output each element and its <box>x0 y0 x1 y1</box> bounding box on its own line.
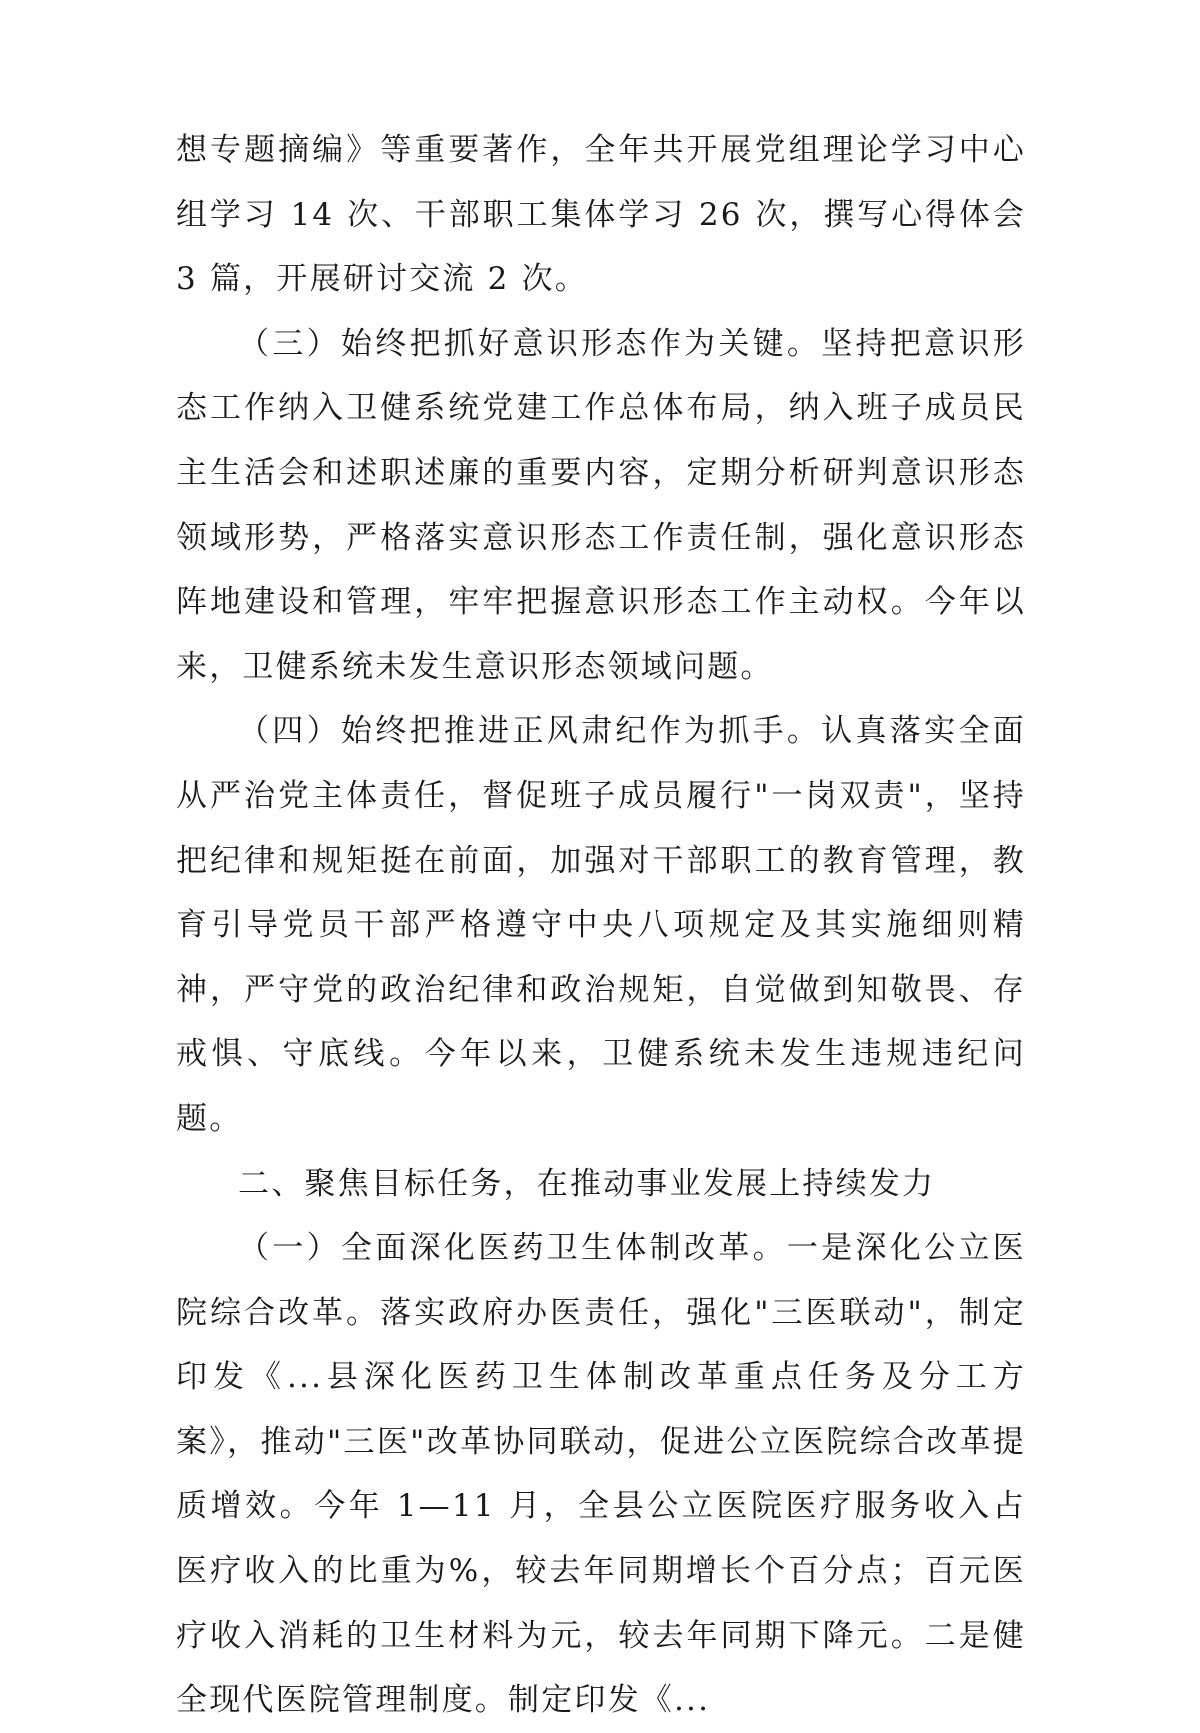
paragraph-discipline: （四）始终把推进正风肃纪作为抓手。认真落实全面从严治党主体责任，督促班子成员履行"一岗双责"，坚持把纪律和规矩挺在前面，加强对干部职工的教育管理，教育引导党员干部严格遵守中央八项规定及其实施细则精神，严守党的政治纪律和政治规矩，自觉做到知敬畏、存戒惧、守底线。今年以来，卫健系统未发生违规违纪问题。 <box>176 713 1026 1137</box>
paragraph-study-summary: 想专题摘编》等重要著作，全年共开展党组理论学习中心组学习 14 次、干部职工集体学习 26 次，撰写心得体会 3 篇，开展研讨交流 2 次。 <box>176 132 1026 298</box>
document-body <box>176 118 1026 1733</box>
section-heading-two: 二、聚焦目标任务，在推动事业发展上持续发力 <box>238 1165 936 1202</box>
paragraph-medical-reform: （一）全面深化医药卫生体制改革。一是深化公立医院综合改革。落实政府办医责任，强化"三医联动"，制定印发《...县深化医药卫生体制改革重点任务及分工方案》，推动"三医"改革协同联动，促进公立医院综合改革提质增效。今年 1—11 月，全县公立医院医疗服务收入占医疗收入的比重为%，较去年同期增长个百分点；百元医疗收入消耗的卫生材料为元，较去年同期下降元。二是健全现代医院管理制度。制定印发《... <box>176 1230 1026 1719</box>
paragraph-ideology: （三）始终把抓好意识形态作为关键。坚持把意识形态工作纳入卫健系统党建工作总体布局，纳入班子成员民主生活会和述职述廉的重要内容，定期分析研判意识形态领域形势，严格落实意识形态工作责任制，强化意识形态阵地建设和管理，牢牢把握意识形态工作主动权。今年以来，卫健系统未发生意识形态领域问题。 <box>176 325 1026 685</box>
